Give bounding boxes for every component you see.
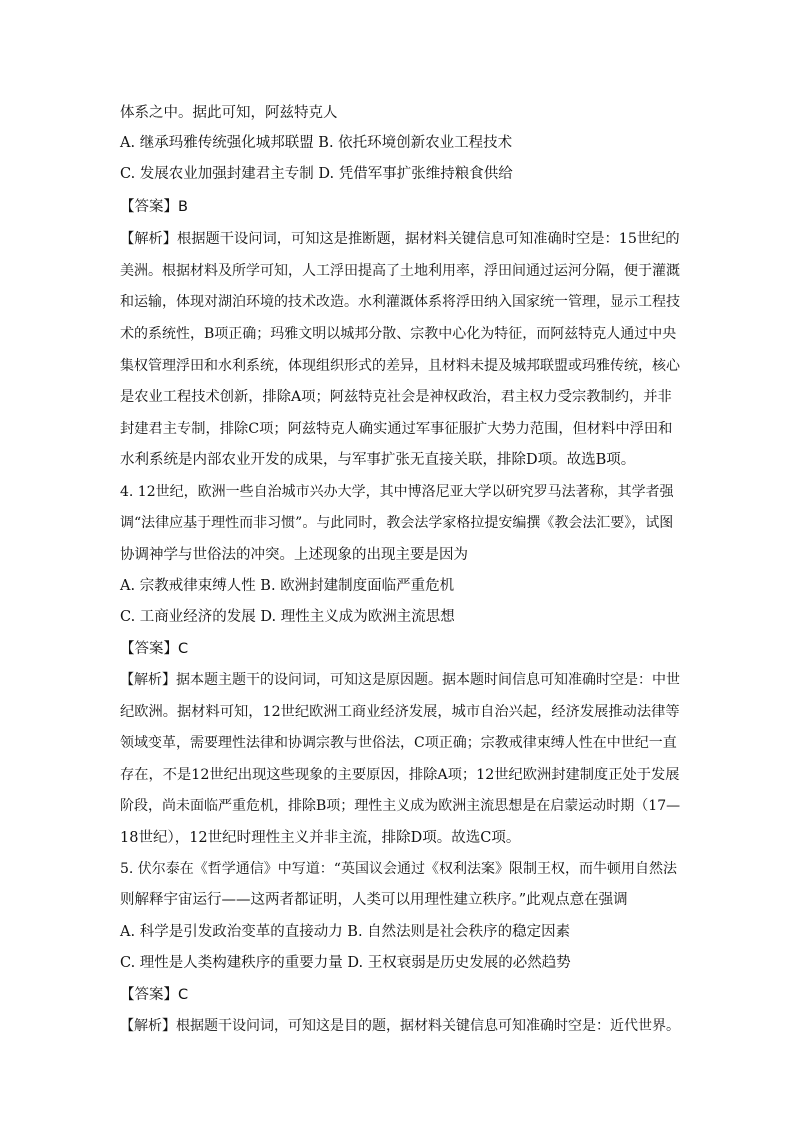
question-4-stem-line: 调“法律应基于理性而非习惯”。与此同时，教会法学家格拉提安编撰《教会法汇要》，试图: [120, 515, 674, 531]
question-4-analysis-line: 存在，不是12世纪出现这些现象的主要原因，排除A项；12世纪欧洲封建制度正处于发展: [120, 767, 680, 783]
question-5-stem-line: 5. 伏尔泰在《哲学通信》中写道：“英国议会通过《权利法案》限制王权，而牛顿用自然法: [120, 861, 677, 877]
question-3-analysis-line: 是农业工程技术创新，排除A项；阿兹特克社会是神权政治，君主权力受宗教制约，并非: [120, 389, 672, 405]
question-3-option-ab: A. 继承玛雅传统强化城邦联盟 B. 依托环境创新农业工程技术: [120, 135, 513, 151]
question-3-analysis-line: 集权管理浮田和水利系统，体现组织形式的差异，且材料未提及城邦联盟或玛雅传统，核心: [120, 358, 680, 374]
question-3-stem-tail: 体系之中。据此可知，阿兹特克人: [120, 105, 338, 121]
question-4-analysis-line: 领域变革，需要理性法律和协调宗教与世俗法，C项正确；宗教戒律束缚人性在中世纪一直: [120, 735, 677, 751]
question-3-analysis-line: 术的系统性，B项正确；玛雅文明以城邦分散、宗教中心化为特征，而阿兹特克人通过中央: [120, 326, 677, 342]
question-4-stem-line: 协调神学与世俗法的冲突。上述现象的出现主要是因为: [120, 547, 468, 563]
question-5-analysis-line: 【解析】根据题干设问词，可知这是目的题，据材料关键信息可知准确时空是：近代世界。: [120, 1018, 680, 1034]
question-4-answer: 【答案】C: [120, 641, 189, 657]
question-5-answer: 【答案】C: [120, 987, 189, 1003]
question-4-analysis-line: 纪欧洲。据材料可知，12世纪欧洲工商业经济发展，城市自治兴起，经济发展推动法律等: [120, 704, 680, 720]
question-4-stem-line: 4. 12世纪，欧洲一些自治城市兴办大学，其中博洛尼亚大学以研究罗马法著称，其学者强: [120, 484, 674, 500]
question-3-analysis-line: 美洲。根据材料及所学可知，人工浮田提高了土地利用率，浮田间通过运河分隔，便于灌溉: [120, 263, 680, 279]
question-5-option-ab: A. 科学是引发政治变革的直接动力 B. 自然法则是社会秩序的稳定因素: [120, 924, 571, 940]
question-4-option-cd: C. 工商业经济的发展 D. 理性主义成为欧洲主流思想: [120, 609, 455, 625]
question-4-analysis-line: 【解析】据本题主题干的设问词，可知这是原因题。据本题时间信息可知准确时空是：中世: [120, 672, 680, 688]
question-3-analysis-line: 封建君主专制，排除C项；阿兹特克人确实通过军事征服扩大势力范围，但材料中浮田和: [120, 421, 673, 437]
question-3-analysis-line: 水利系统是内部农业开发的成果，与军事扩张无直接关联，排除D项。故选B项。: [120, 452, 636, 468]
question-3-option-cd: C. 发展农业加强封建君主专制 D. 凭借军事扩张维持粮食供给: [120, 166, 513, 182]
question-4-option-ab: A. 宗教戒律束缚人性 B. 欧洲封建制度面临严重危机: [120, 578, 455, 594]
question-3-analysis-line: 和运输，体现对湖泊环境的技术改造。水利灌溉体系将浮田纳入国家统一管理，显示工程技: [120, 294, 680, 310]
question-3-answer: 【答案】B: [120, 199, 188, 215]
question-5-stem-line: 则解释宇宙运行——这两者都证明，人类可以用理性建立秩序。”此观点意在强调: [120, 892, 628, 908]
question-4-analysis-line: 阶段，尚未面临严重危机，排除B项；理性主义成为欧洲主流思想是在启蒙运动时期（17—: [120, 798, 681, 814]
question-4-analysis-line: 18世纪），12世纪时理性主义并非主流，排除D项。故选C项。: [120, 830, 521, 846]
question-3-analysis-line: 【解析】根据题干设问词，可知这是推断题，据材料关键信息可知准确时空是：15世纪的: [120, 231, 680, 247]
question-5-option-cd: C. 理性是人类构建秩序的重要力量 D. 王权衰弱是历史发展的必然趋势: [120, 955, 571, 971]
